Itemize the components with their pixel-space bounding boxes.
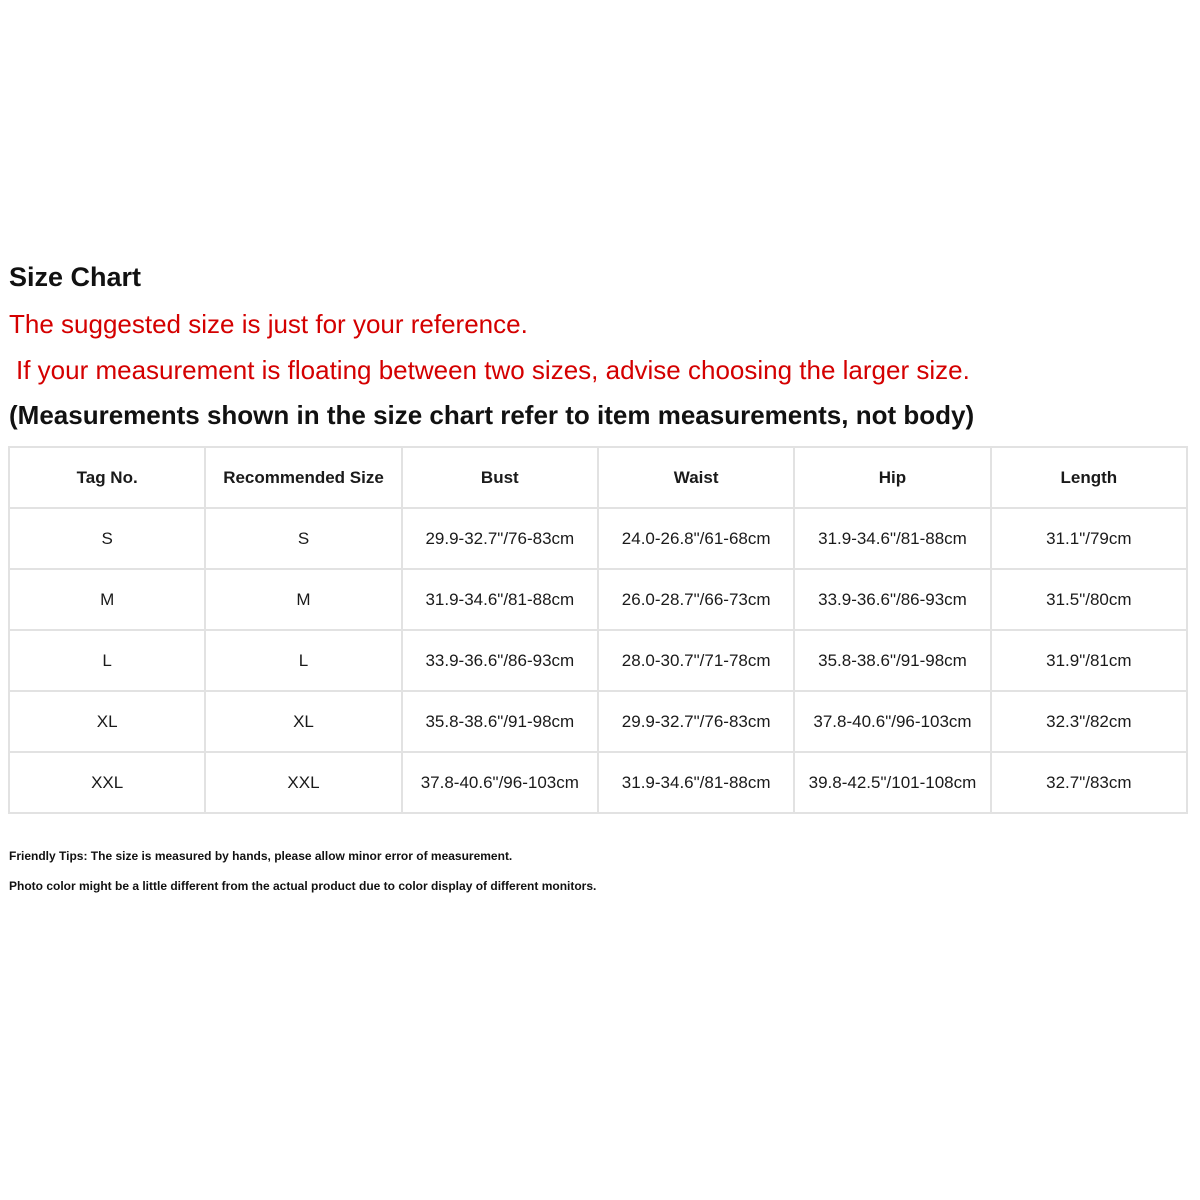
cell-waist: 31.9-34.6"/81-88cm: [598, 752, 794, 813]
cell-bust: 31.9-34.6"/81-88cm: [402, 569, 598, 630]
size-chart-table: [8, 446, 1188, 814]
cell-length: 32.7"/83cm: [991, 752, 1187, 813]
cell-length: 31.9"/81cm: [991, 630, 1187, 691]
cell-hip: 39.8-42.5"/101-108cm: [794, 752, 990, 813]
sizing-advice-note: If your measurement is floating between two sizes, advise choosing the larger size.: [16, 355, 970, 385]
cell-recommended-size: S: [205, 508, 401, 569]
cell-hip: 35.8-38.6"/91-98cm: [794, 630, 990, 691]
cell-bust: 37.8-40.6"/96-103cm: [402, 752, 598, 813]
measurement-disclaimer: (Measurements shown in the size chart refer to item measurements, not body): [9, 400, 975, 430]
header-bust: Bust: [402, 447, 598, 508]
cell-recommended-size: XXL: [205, 752, 401, 813]
cell-waist: 24.0-26.8"/61-68cm: [598, 508, 794, 569]
measurement-tip: Friendly Tips: The size is measured by hands, please allow minor error of measurement.: [9, 849, 513, 863]
cell-hip: 33.9-36.6"/86-93cm: [794, 569, 990, 630]
cell-bust: 29.9-32.7"/76-83cm: [402, 508, 598, 569]
cell-recommended-size: M: [205, 569, 401, 630]
cell-hip: 31.9-34.6"/81-88cm: [794, 508, 990, 569]
cell-recommended-size: XL: [205, 691, 401, 752]
cell-hip: 37.8-40.6"/96-103cm: [794, 691, 990, 752]
header-recommended-size: Recommended Size: [205, 447, 401, 508]
cell-length: 31.1"/79cm: [991, 508, 1187, 569]
cell-bust: 35.8-38.6"/91-98cm: [402, 691, 598, 752]
header-waist: Waist: [598, 447, 794, 508]
cell-tag-no: XL: [9, 691, 205, 752]
table-header-row: [9, 447, 1187, 508]
cell-bust: 33.9-36.6"/86-93cm: [402, 630, 598, 691]
cell-waist: 26.0-28.7"/66-73cm: [598, 569, 794, 630]
reference-note: The suggested size is just for your reference.: [9, 309, 528, 339]
cell-waist: 28.0-30.7"/71-78cm: [598, 630, 794, 691]
cell-length: 31.5"/80cm: [991, 569, 1187, 630]
cell-tag-no: XXL: [9, 752, 205, 813]
cell-tag-no: L: [9, 630, 205, 691]
color-disclaimer-tip: Photo color might be a little different from the actual product due to color display of different monitors.: [9, 879, 597, 893]
table-row: [9, 691, 1187, 752]
cell-length: 32.3"/82cm: [991, 691, 1187, 752]
cell-recommended-size: L: [205, 630, 401, 691]
header-length: Length: [991, 447, 1187, 508]
cell-tag-no: M: [9, 569, 205, 630]
table-row: [9, 508, 1187, 569]
table-row: [9, 569, 1187, 630]
header-tag-no: Tag No.: [9, 447, 205, 508]
cell-tag-no: S: [9, 508, 205, 569]
table-row: [9, 752, 1187, 813]
table-row: [9, 630, 1187, 691]
cell-waist: 29.9-32.7"/76-83cm: [598, 691, 794, 752]
page-title: Size Chart: [9, 262, 142, 292]
header-hip: Hip: [794, 447, 990, 508]
